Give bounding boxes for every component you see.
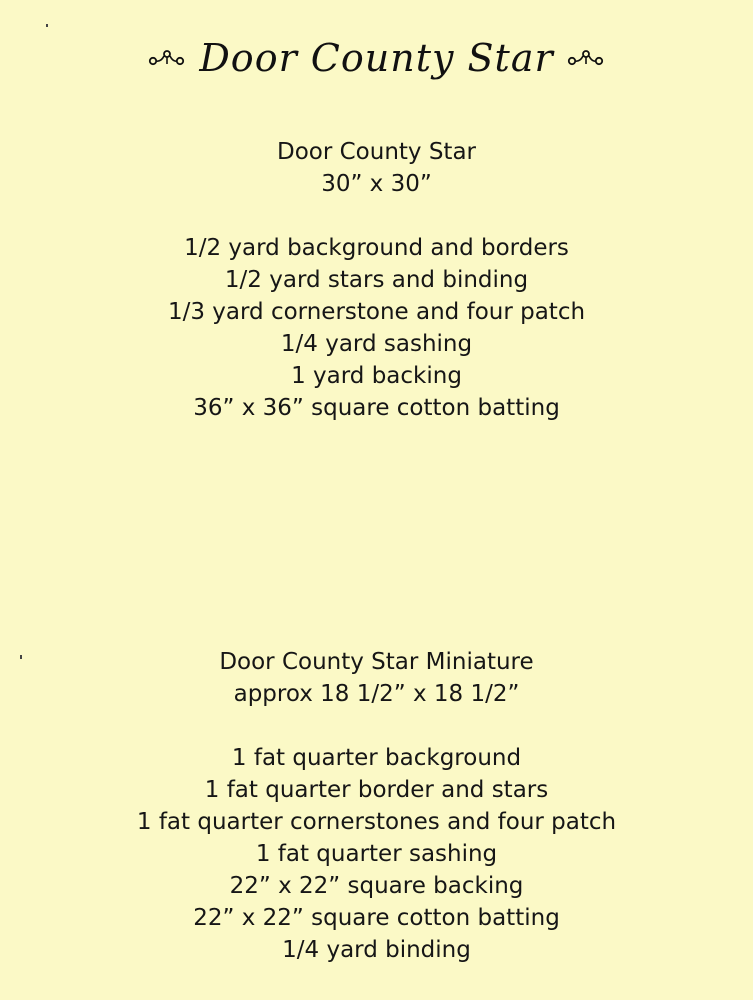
material-item: 22” x 22” square cotton batting	[193, 905, 560, 931]
material-item: 1 fat quarter background	[231, 745, 522, 771]
section-door-county-star	[0, 136, 753, 424]
material-item: 1/2 yard background and borders	[184, 235, 569, 261]
flourish-icon	[566, 46, 606, 70]
material-item: 1/4 yard sashing	[280, 331, 473, 357]
material-item: 1/4 yard binding	[282, 937, 471, 963]
material-item: 1/2 yard stars and binding	[224, 267, 529, 293]
spacer	[0, 710, 753, 742]
material-item: 1/3 yard cornerstone and four patch	[167, 299, 586, 325]
material-item: 36” x 36” square cotton batting	[193, 395, 560, 421]
paper-speck	[46, 24, 48, 27]
material-item: 1 fat quarter sashing	[255, 841, 498, 867]
spacer	[0, 200, 753, 232]
material-item: 1 fat quarter cornerstones and four patch	[136, 809, 617, 835]
section-size: 30” x 30”	[321, 171, 432, 197]
section-title: Door County Star	[276, 139, 476, 165]
flourish-icon	[147, 46, 187, 70]
section-size: approx 18 1/2” x 18 1/2”	[233, 681, 520, 707]
material-item: 1 fat quarter border and stars	[204, 777, 549, 803]
page-header	[0, 36, 753, 96]
material-item: 22” x 22” square backing	[229, 873, 524, 899]
paper-speck	[20, 655, 22, 659]
section-title: Door County Star Miniature	[219, 649, 534, 675]
page-title: Door County Star	[199, 36, 554, 80]
material-item: 1 yard backing	[291, 363, 462, 389]
section-door-county-star-miniature	[0, 646, 753, 966]
